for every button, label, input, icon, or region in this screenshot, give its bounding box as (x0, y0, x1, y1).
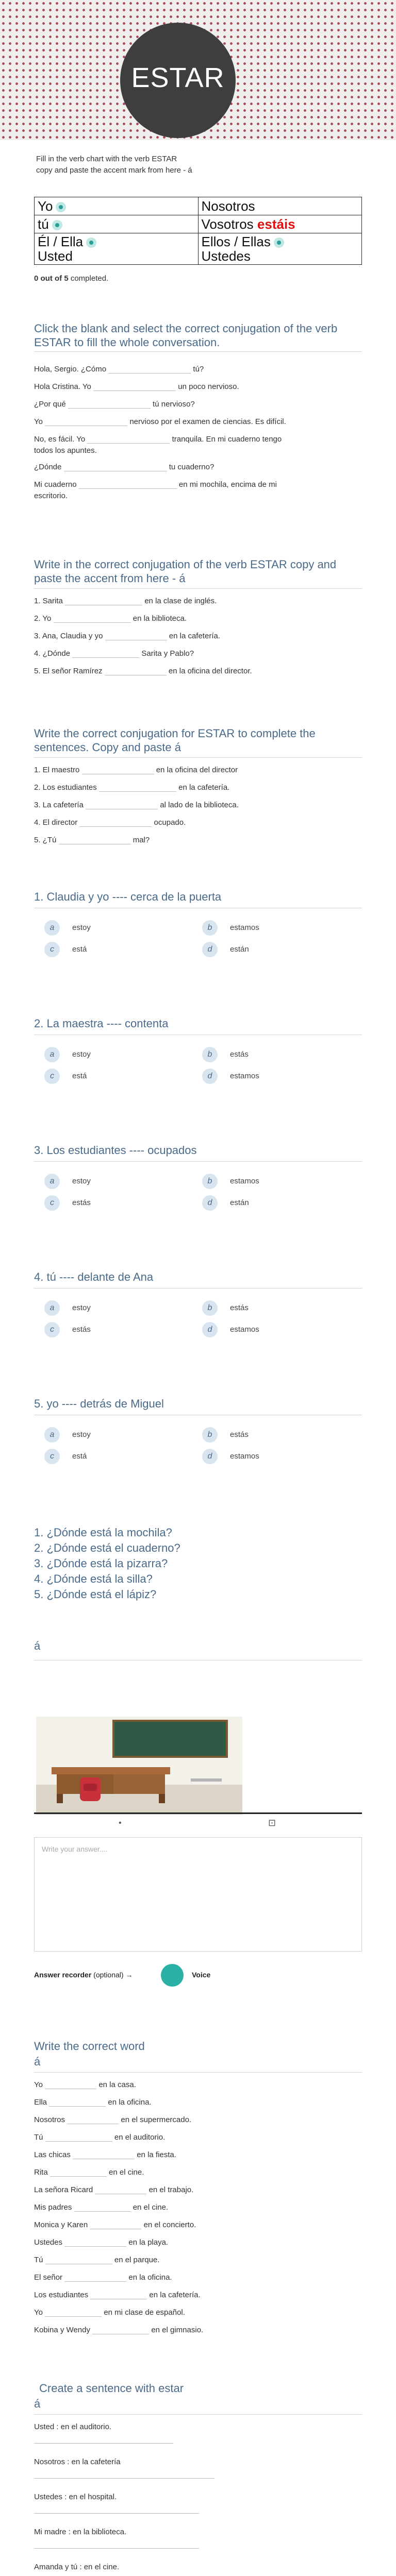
sentence-prompt: Nosotros : en la cafetería (34, 2458, 121, 2466)
fill-text: Kobina y Wendy (34, 2326, 90, 2334)
option-b-badge[interactable]: b (202, 1300, 218, 1316)
fill-line (34, 2203, 168, 2212)
fill-text: en el auditorio. (114, 2133, 166, 2142)
fill-text: La señora Ricard (34, 2185, 93, 2194)
divider (34, 757, 362, 758)
option-c-text[interactable]: está (72, 1072, 87, 1080)
fill-line (34, 2133, 165, 2142)
blank-input[interactable] (105, 633, 167, 640)
option-c-badge[interactable]: c (44, 1195, 60, 1211)
fill-text: Monica y Karen (34, 2221, 88, 2229)
editor-toolbar-border (34, 1812, 362, 1814)
fill-text: en el cine. (133, 2203, 169, 2212)
conv-text: un poco nervioso. (178, 382, 239, 391)
insert-image-icon[interactable]: ⊡ (268, 1818, 276, 1828)
fill-text: en la oficina. (108, 2098, 152, 2107)
conv-line (34, 435, 282, 444)
drop-target-icon[interactable] (52, 220, 62, 230)
option-a-badge[interactable]: a (44, 920, 60, 936)
divider (34, 351, 362, 352)
chart-cell (198, 197, 362, 215)
option-c-text[interactable]: estás (72, 1325, 91, 1334)
option-a-badge[interactable]: a (44, 1174, 60, 1189)
fill-line (34, 2308, 185, 2317)
conv-line (34, 463, 214, 471)
chart-label: Ellos / Ellas (201, 234, 271, 249)
fill-text: 2. Los estudiantes (34, 783, 97, 792)
accent-char: á (34, 1639, 41, 1652)
blank-input[interactable] (90, 2292, 147, 2299)
accent-char: á (34, 2055, 41, 2068)
conv-line (34, 365, 204, 374)
blank-input[interactable] (50, 2169, 107, 2177)
recorder-title: Answer recorder (34, 1971, 92, 1979)
conv-text: ¿Por qué (34, 400, 66, 409)
fill-line (34, 836, 150, 844)
option-b-text[interactable]: estamos (230, 923, 259, 932)
question-title: 4. tú ---- delante de Ana (34, 1270, 154, 1283)
fill-text: ocupado. (154, 818, 186, 827)
blank-input[interactable] (92, 2327, 149, 2334)
fill-text: en el supermercado. (121, 2115, 192, 2124)
where-question: 5. ¿Dónde está el lápiz? (34, 1588, 157, 1601)
fill-line (34, 2273, 172, 2282)
fill-line (34, 2291, 201, 2299)
fill-text: en el parque. (114, 2256, 160, 2264)
option-a-text[interactable]: estoy (72, 1050, 91, 1059)
blank-input[interactable] (74, 2204, 131, 2212)
drop-target-icon[interactable] (274, 238, 284, 248)
blank-input[interactable] (64, 2239, 126, 2247)
fill-line (34, 2168, 144, 2177)
fill-line (34, 801, 239, 809)
fill-text: en la casa. (98, 2080, 136, 2089)
divider (34, 1161, 362, 1162)
answer-placeholder: Write your answer.... (42, 1845, 108, 1853)
fill-text: mal? (133, 836, 150, 844)
option-a-text[interactable]: estoy (72, 1430, 91, 1439)
section-heading: Write in the correct conjugation of the verb ESTAR copy and paste the accent from here - á (34, 558, 337, 585)
conv-text: en mi mochila, encima de mi (178, 480, 277, 489)
blank-input[interactable] (64, 464, 167, 471)
option-c-badge[interactable]: c (44, 1322, 60, 1337)
fill-line (34, 597, 217, 605)
fill-text: Yo (34, 2308, 43, 2317)
blank-input[interactable] (87, 436, 170, 444)
sentence-prompt: Ustedes : en el hospital. (34, 2493, 117, 2501)
fill-line (34, 649, 194, 658)
conv-line (34, 417, 286, 426)
blank-input[interactable] (72, 650, 139, 658)
fill-text: 1. Sarita (34, 597, 63, 605)
fill-text: en la cafetería. (149, 2291, 201, 2299)
blank-input[interactable] (64, 2274, 126, 2282)
option-d-badge[interactable]: d (202, 1195, 218, 1211)
blank-input[interactable] (73, 2151, 135, 2159)
option-a-text[interactable]: estoy (72, 1303, 91, 1312)
blank-input[interactable] (82, 767, 154, 774)
fill-text: Los estudiantes (34, 2291, 89, 2299)
intro-line-2: copy and paste the accent mark from here - á (36, 166, 192, 175)
verb-chart (34, 197, 362, 265)
where-question: 1. ¿Dónde está la mochila? (34, 1526, 172, 1539)
fill-line (34, 2326, 203, 2334)
fill-text: Tú (34, 2256, 43, 2264)
fill-line (34, 2256, 159, 2264)
option-d-badge[interactable]: d (202, 1449, 218, 1464)
chart-cell (198, 233, 362, 265)
chart-cell (35, 197, 199, 215)
score-status (34, 274, 108, 283)
fill-text: Ella (34, 2098, 47, 2107)
option-b-text[interactable]: estás (230, 1430, 249, 1439)
fill-text: El señor (34, 2273, 63, 2282)
option-d-text[interactable]: están (230, 945, 249, 954)
page-title: ESTAR (131, 62, 225, 93)
fill-line (34, 2098, 152, 2107)
chart-label: Él / Ella (38, 234, 84, 249)
blank-input[interactable] (95, 2187, 146, 2194)
blank-input[interactable] (49, 2099, 106, 2107)
blank-input[interactable] (79, 819, 152, 827)
fill-line (34, 2238, 168, 2247)
section-heading: Write the correct conjugation for ESTAR to complete the sentences. Copy and paste á (34, 727, 316, 754)
conv-line (34, 382, 239, 391)
fill-text: al lado de la biblioteca. (160, 801, 239, 809)
conv-text: tú? (193, 365, 204, 374)
fill-text: en mi clase de español. (104, 2308, 185, 2317)
blank-input[interactable] (45, 2134, 112, 2142)
conv-text: Hola, Sergio. ¿Cómo (34, 365, 107, 374)
fill-text: 1. El maestro (34, 766, 80, 774)
fill-text: en la oficina. (128, 2273, 172, 2282)
fill-text: en el cine. (109, 2168, 144, 2177)
intro-line-1: Fill in the verb chart with the verb ESTAR (36, 155, 177, 163)
blank-input[interactable] (45, 418, 127, 426)
chart-cell (35, 215, 199, 233)
divider (34, 2414, 362, 2415)
arrow-icon: → (125, 1971, 133, 1979)
section-heading: Create a sentence with estar (39, 2382, 184, 2395)
section-heading: Write the correct word (34, 2040, 145, 2053)
fill-text: en la playa. (128, 2238, 169, 2247)
question-title: 2. La maestra ---- contenta (34, 1017, 169, 1030)
drop-target-icon[interactable] (56, 202, 66, 212)
blank-input[interactable] (59, 837, 131, 844)
accent-char: á (34, 2397, 41, 2410)
option-c-badge[interactable]: c (44, 1069, 60, 1084)
fill-text: en la cafetería. (178, 783, 230, 792)
option-c-badge[interactable]: c (44, 942, 60, 957)
fill-line (34, 614, 187, 623)
fill-text: Sarita y Pablo? (141, 649, 194, 658)
option-d-badge[interactable]: d (202, 942, 218, 957)
fill-text: 4. ¿Dónde (34, 649, 71, 658)
sentence-input[interactable] (34, 2541, 199, 2549)
fill-text: en la clase de inglés. (144, 597, 217, 605)
divider (34, 588, 362, 589)
option-b-badge[interactable]: b (202, 920, 218, 936)
fill-text: Rita (34, 2168, 48, 2177)
conv-text: Hola Cristina. Yo (34, 382, 91, 391)
fill-text: 2. Yo (34, 614, 52, 623)
chart-label: Ustedes (201, 248, 251, 264)
fill-line (34, 2221, 196, 2229)
fill-text: 4. El director (34, 818, 78, 827)
blank-input[interactable] (90, 2222, 141, 2229)
fill-line (34, 2080, 136, 2089)
classroom-illustration (36, 1717, 242, 1815)
option-d-badge[interactable]: d (202, 1069, 218, 1084)
answer-textarea[interactable] (34, 1837, 362, 1952)
fill-line (34, 766, 238, 774)
question-title: 1. Claudia y yo ---- cerca de la puerta (34, 890, 222, 903)
option-b-text[interactable]: estamos (230, 1177, 259, 1185)
option-d-text[interactable]: estamos (230, 1072, 259, 1080)
blank-input[interactable] (108, 366, 191, 374)
chart-label: Usted (38, 248, 73, 264)
fill-text: en el trabajo. (148, 2185, 194, 2194)
option-b-badge[interactable]: b (202, 1427, 218, 1443)
sentence-prompt: Amanda y tú : en el cine. (34, 2563, 120, 2571)
chart-cell (198, 215, 362, 233)
voice-label: Voice (192, 1971, 211, 1979)
fill-text: en la cafetería. (169, 632, 220, 640)
score-count: 0 out of 5 (34, 274, 69, 283)
option-b-badge[interactable]: b (202, 1047, 218, 1062)
option-a-badge[interactable]: a (44, 1427, 60, 1443)
where-question: 4. ¿Dónde está la silla? (34, 1572, 153, 1585)
conv-text: tú nervioso? (153, 400, 195, 409)
fill-line (34, 2150, 176, 2159)
blank-input[interactable] (54, 615, 131, 623)
chart-label: Yo (38, 198, 53, 214)
option-a-text[interactable]: estoy (72, 1177, 91, 1185)
bullet-list-icon[interactable]: • (119, 1819, 122, 1827)
section-heading: Click the blank and select the correct conjugation of the verb ESTAR to fill the whole conversation. (34, 322, 338, 349)
chart-label: Vosotros (201, 216, 257, 232)
conv-text: nervioso por el examen de ciencias. Es difícil. (129, 417, 286, 426)
option-d-text[interactable]: estamos (230, 1325, 259, 1334)
option-a-badge[interactable]: a (44, 1300, 60, 1316)
fill-text: en la oficina del director. (168, 667, 252, 675)
fill-text: 5. ¿Tú (34, 836, 57, 844)
fill-text: 3. La cafetería (34, 801, 84, 809)
option-b-text[interactable]: estás (230, 1303, 249, 1312)
question-title: 3. Los estudiantes ---- ocupados (34, 1144, 197, 1157)
fill-text: en la fiesta. (137, 2150, 176, 2159)
conv-text: Mi cuaderno (34, 480, 77, 489)
option-a-text[interactable]: estoy (72, 923, 91, 932)
blank-input[interactable] (105, 668, 167, 675)
fill-text: Mis padres (34, 2203, 72, 2212)
option-c-text[interactable]: está (72, 1452, 87, 1461)
fill-line (34, 783, 229, 792)
conv-text: No, es fácil. Yo (34, 435, 86, 444)
option-c-badge[interactable]: c (44, 1449, 60, 1464)
fill-line (34, 2185, 193, 2194)
fill-text: 5. El señor Ramírez (34, 667, 103, 675)
option-b-text[interactable]: estás (230, 1050, 249, 1059)
recorder-optional: (optional) (93, 1971, 124, 1979)
option-d-text[interactable]: están (230, 1198, 249, 1207)
conv-text: Yo (34, 417, 43, 426)
conv-text: tu cuaderno? (169, 463, 214, 471)
blank-input[interactable] (79, 481, 177, 489)
sentence-input[interactable] (34, 2506, 199, 2514)
divider (34, 2072, 362, 2073)
blank-input[interactable] (68, 401, 151, 409)
score-suffix: completed. (68, 274, 109, 283)
divider (34, 1288, 362, 1289)
fill-text: Nosotros (34, 2115, 65, 2124)
option-a-badge[interactable]: a (44, 1047, 60, 1062)
blank-input[interactable] (45, 2309, 102, 2317)
fill-line (34, 632, 220, 640)
question-title: 5. yo ---- detrás de Miguel (34, 1397, 164, 1410)
blank-input[interactable] (65, 598, 142, 605)
blank-input[interactable] (93, 383, 176, 391)
blank-input[interactable] (99, 784, 176, 792)
conv-line (34, 480, 277, 489)
sentence-prompt: Mi madre : en la biblioteca. (34, 2528, 127, 2536)
where-question: 3. ¿Dónde está la pizarra? (34, 1557, 168, 1570)
fill-line (34, 818, 186, 827)
sentence-input[interactable] (34, 2436, 173, 2444)
chart-label: tú (38, 216, 49, 232)
conv-line (34, 400, 195, 409)
conv-text: ¿Dónde (34, 463, 62, 471)
fill-line (34, 2115, 191, 2124)
record-voice-button[interactable] (161, 1964, 184, 1987)
fill-text: en el concierto. (143, 2221, 196, 2229)
where-question: 2. ¿Dónde está el cuaderno? (34, 1541, 180, 1554)
blank-input[interactable] (67, 2116, 119, 2124)
option-d-badge[interactable]: d (202, 1322, 218, 1337)
option-d-text[interactable]: estamos (230, 1452, 259, 1461)
chart-answer: estáis (257, 216, 295, 232)
fill-text: Yo (34, 2080, 43, 2089)
blank-input[interactable] (86, 802, 158, 809)
fill-text: 3. Ana, Claudia y yo (34, 632, 103, 640)
fill-text: en la biblioteca. (133, 614, 187, 623)
fill-line (34, 667, 252, 675)
option-c-text[interactable]: está (72, 945, 87, 954)
drop-target-icon[interactable] (86, 238, 96, 248)
conv-line: todos los apuntes. (34, 446, 97, 455)
chart-label: Nosotros (201, 198, 255, 214)
sentence-prompt: Usted : en el auditorio. (34, 2422, 112, 2431)
fill-text: en el gimnasio. (151, 2326, 204, 2334)
option-c-text[interactable]: estás (72, 1198, 91, 1207)
fill-text: Ustedes (34, 2238, 63, 2247)
header-banner (0, 0, 396, 140)
fill-text: Tú (34, 2133, 43, 2142)
option-b-badge[interactable]: b (202, 1174, 218, 1189)
blank-input[interactable] (45, 2257, 112, 2264)
fill-text: Las chicas (34, 2150, 71, 2159)
blank-input[interactable] (45, 2081, 96, 2089)
conv-text: tranquila. En mi cuaderno tengo (172, 435, 282, 444)
sentence-input[interactable] (34, 2471, 214, 2479)
chart-cell (35, 233, 199, 265)
conv-line: escritorio. (34, 492, 68, 500)
fill-text: en la oficina del director (156, 766, 238, 774)
answer-recorder-label (34, 1971, 133, 1979)
